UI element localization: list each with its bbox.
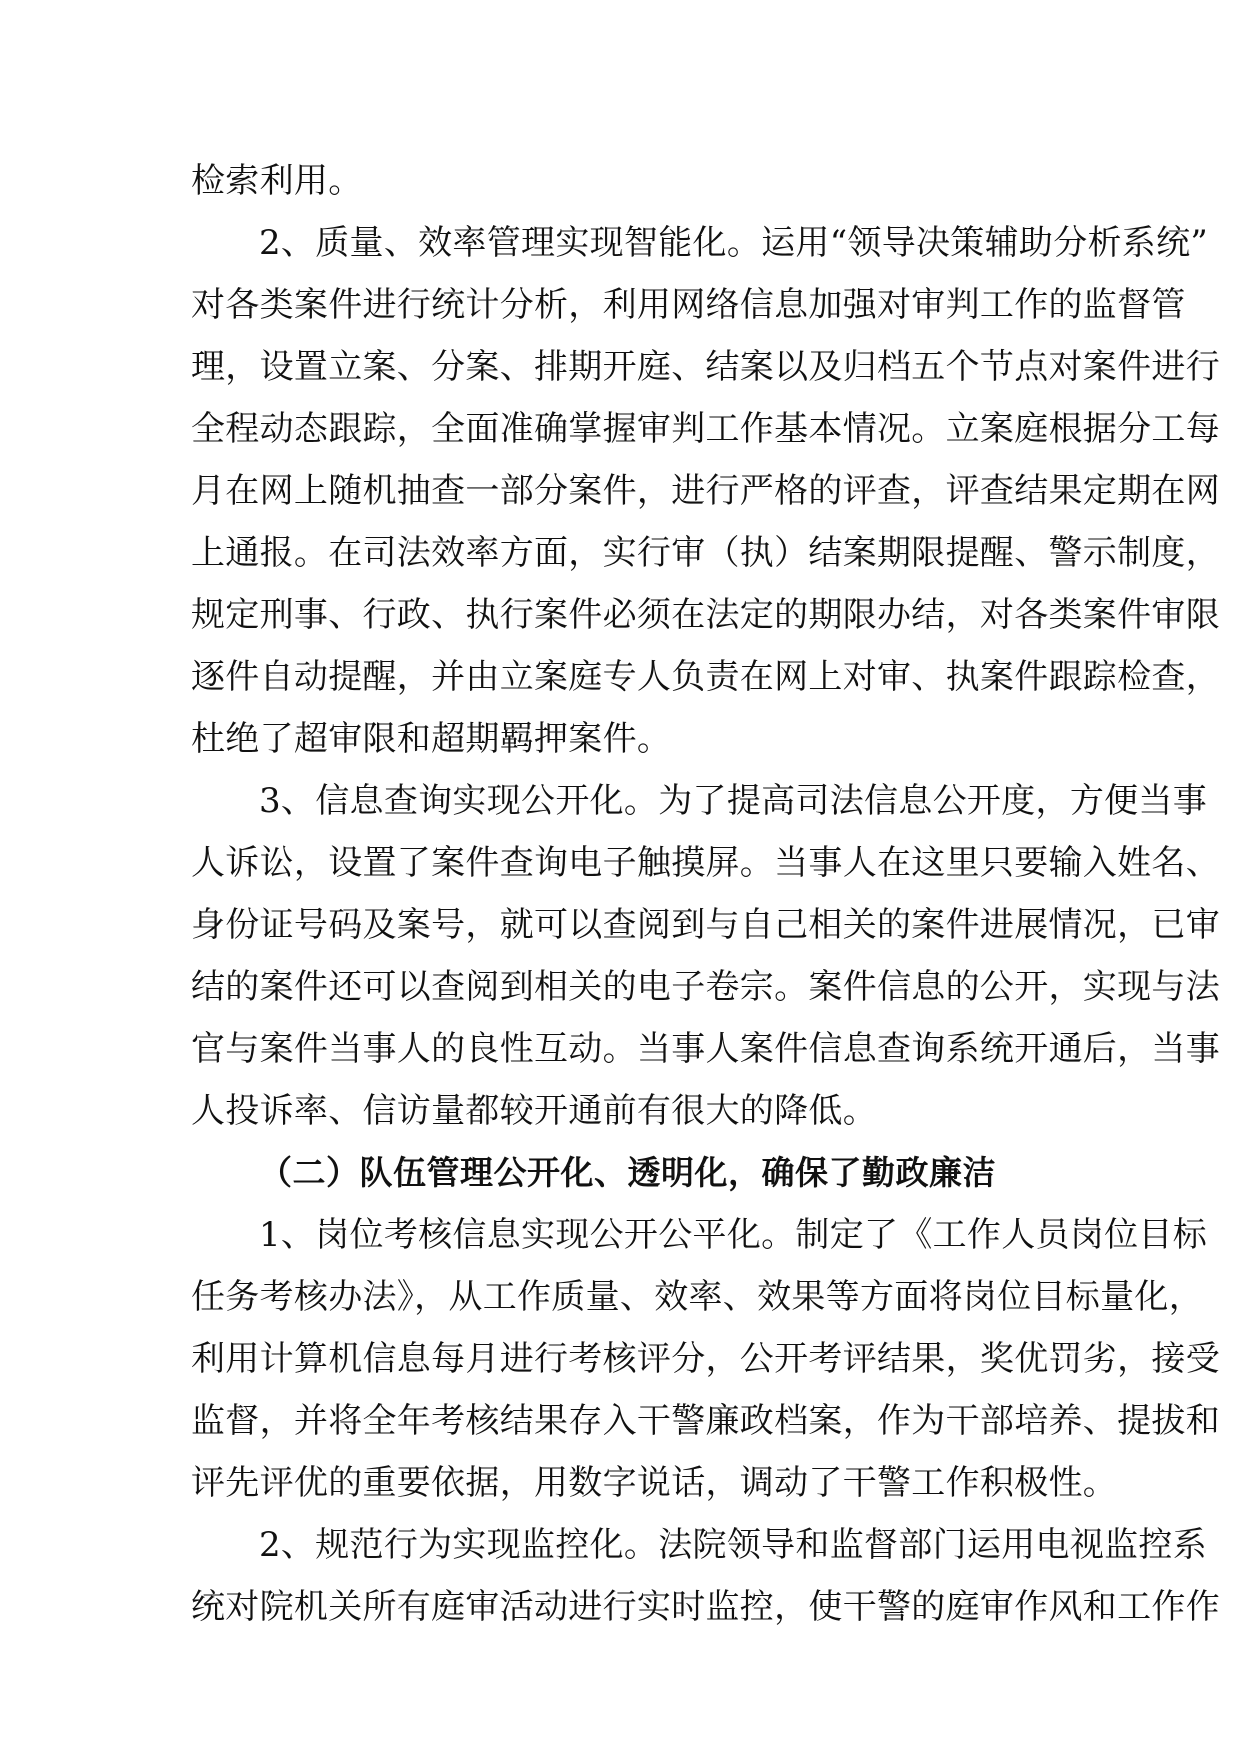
paragraph-start-line: 1、岗位考核信息实现公开公平化。制定了《工作人员岗位目标 xyxy=(259,1215,1208,1255)
text-line: 逐件自动提醒，并由立案庭专人负责在网上对审、执案件跟踪检查， xyxy=(191,657,1220,697)
text-line: 结的案件还可以查阅到相关的电子卷宗。案件信息的公开，实现与法 xyxy=(191,967,1220,1007)
text-line: 杜绝了超审限和超期羁押案件。 xyxy=(191,719,672,759)
text-line: 全程动态跟踪，全面准确掌握审判工作基本情况。立案庭根据分工每 xyxy=(191,409,1220,449)
paragraph-start-line: 3、信息查询实现公开化。为了提高司法信息公开度，方便当事 xyxy=(259,781,1208,821)
text-line: 理，设置立案、分案、排期开庭、结案以及归档五个节点对案件进行 xyxy=(191,347,1220,387)
text-line: 上通报。在司法效率方面，实行审（执）结案期限提醒、警示制度， xyxy=(191,533,1220,573)
paragraph-start-line: 2、质量、效率管理实现智能化。运用“领导决策辅助分析系统” xyxy=(259,223,1209,263)
text-line: 任务考核办法》，从工作质量、效率、效果等方面将岗位目标量化， xyxy=(191,1277,1203,1317)
text-line: 对各类案件进行统计分析，利用网络信息加强对审判工作的监督管 xyxy=(191,285,1186,325)
text-line: 月在网上随机抽查一部分案件，进行严格的评查，评查结果定期在网 xyxy=(191,471,1220,511)
text-line: 利用计算机信息每月进行考核评分，公开考评结果，奖优罚劣，接受 xyxy=(191,1339,1220,1379)
document-page xyxy=(191,150,1220,1638)
text-line: 检索利用。 xyxy=(191,161,363,201)
section-heading: （二）队伍管理公开化、透明化，确保了勤政廉洁 xyxy=(259,1153,996,1192)
text-line: 人投诉率、信访量都较开通前有很大的降低。 xyxy=(191,1091,877,1131)
text-line: 身份证号码及案号，就可以查阅到与自己相关的案件进展情况，已审 xyxy=(191,905,1220,945)
paragraph-start-line: 2、规范行为实现监控化。法院领导和监督部门运用电视监控系 xyxy=(259,1525,1208,1565)
text-line: 监督，并将全年考核结果存入干警廉政档案，作为干部培养、提拔和 xyxy=(191,1401,1220,1441)
text-line: 官与案件当事人的良性互动。当事人案件信息查询系统开通后，当事 xyxy=(191,1029,1220,1069)
text-line: 统对院机关所有庭审活动进行实时监控，使干警的庭审作风和工作作 xyxy=(191,1587,1220,1627)
text-line: 人诉讼，设置了案件查询电子触摸屏。当事人在这里只要输入姓名、 xyxy=(191,843,1220,883)
text-line: 规定刑事、行政、执行案件必须在法定的期限办结，对各类案件审限 xyxy=(191,595,1220,635)
text-line: 评先评优的重要依据，用数字说话，调动了干警工作积极性。 xyxy=(191,1463,1118,1503)
